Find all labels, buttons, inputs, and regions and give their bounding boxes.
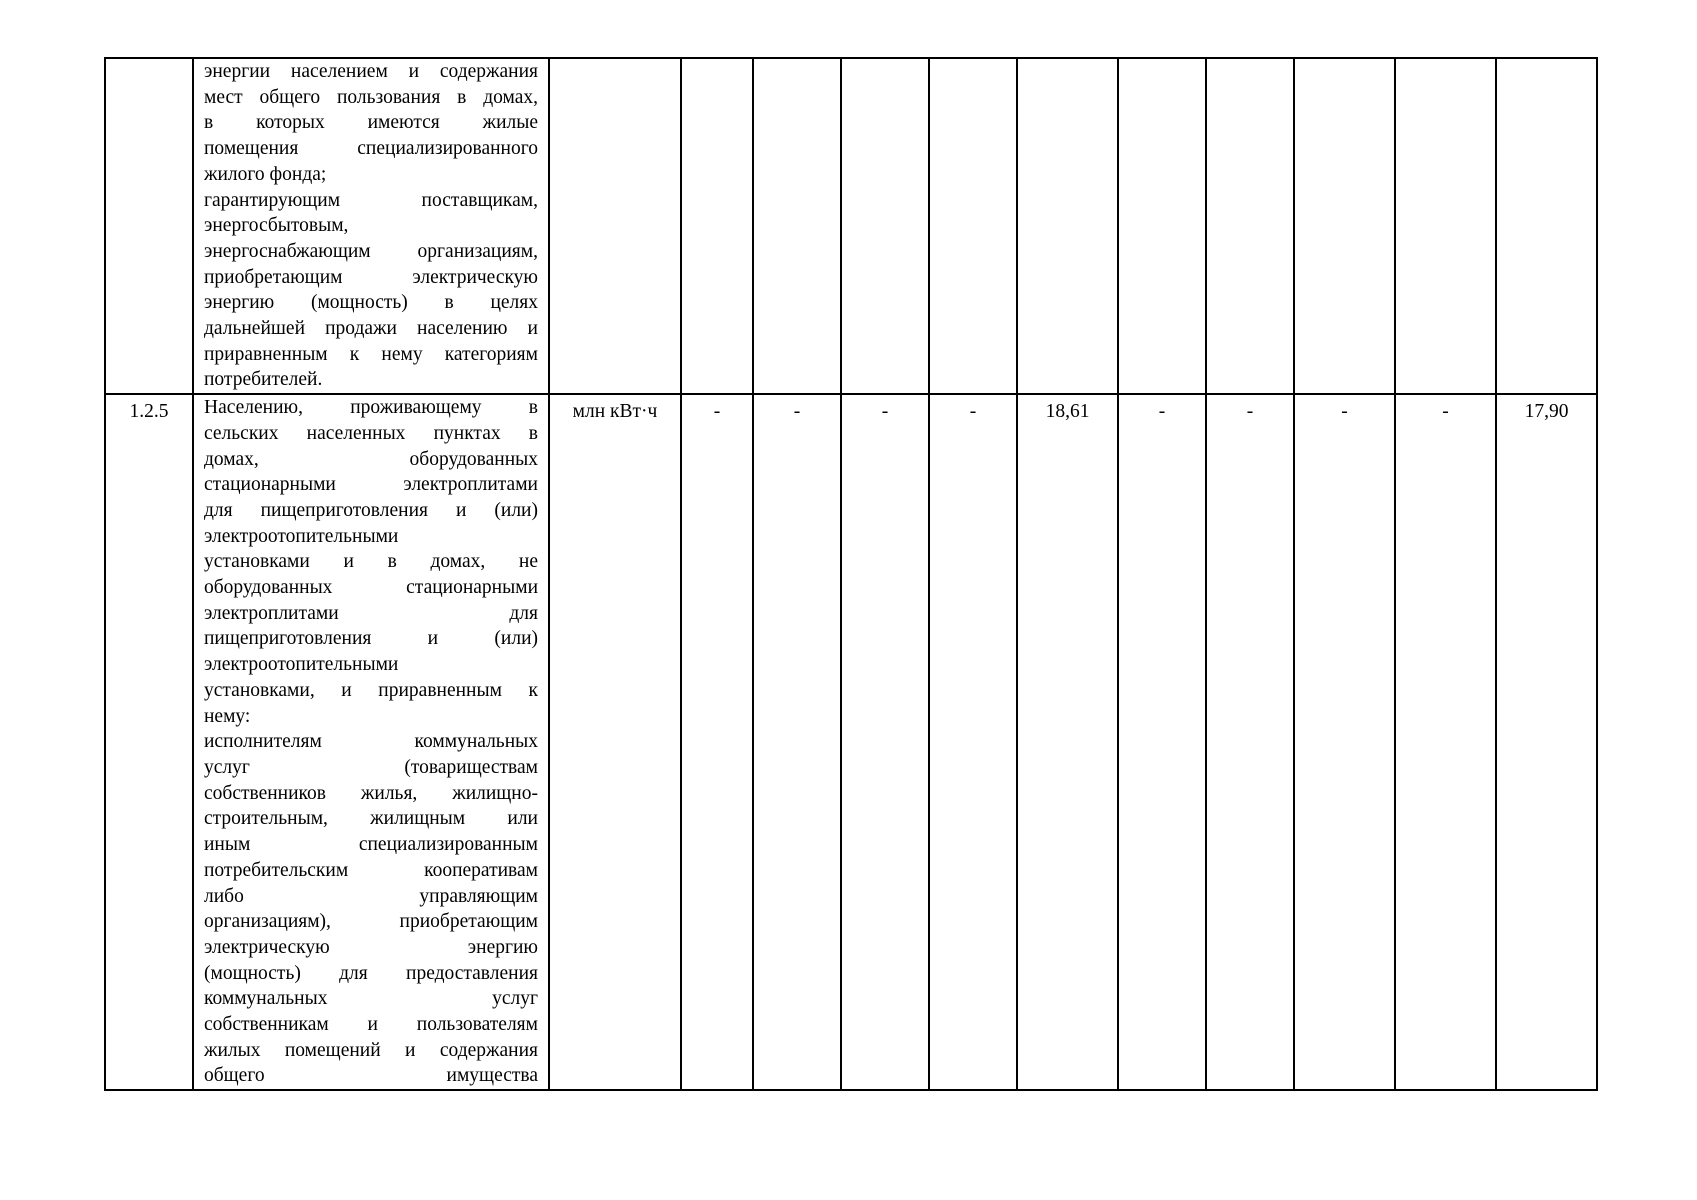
description-line: потребительским кооперативам bbox=[204, 859, 538, 881]
value-cell bbox=[1118, 58, 1206, 394]
value-cell: 18,61 bbox=[1017, 394, 1118, 1090]
description-line: иным специализированным bbox=[204, 834, 538, 856]
value-cell bbox=[1294, 58, 1395, 394]
description-line: домах, оборудованных bbox=[204, 448, 538, 470]
description-line: либо управляющим bbox=[204, 885, 538, 907]
value-cell: - bbox=[929, 394, 1017, 1090]
description-line: установками и в домах, не bbox=[204, 551, 538, 573]
description-line: жилых помещений и содержания bbox=[204, 1039, 538, 1061]
description-line: собственникам и пользователям bbox=[204, 1014, 538, 1036]
description-line: приобретающим электрическую bbox=[204, 266, 538, 288]
description-line: Населению, проживающему в bbox=[204, 397, 538, 419]
description-line: нему: bbox=[204, 705, 251, 727]
value-cell bbox=[929, 58, 1017, 394]
row-description-text bbox=[204, 395, 538, 1089]
value-cell: - bbox=[753, 394, 841, 1090]
description-line: гарантирующим поставщикам, bbox=[204, 189, 538, 211]
description-line: стационарными электроплитами bbox=[204, 474, 538, 496]
description-line: электрическую энергию bbox=[204, 936, 538, 958]
description-line: электроотопительными bbox=[204, 525, 399, 547]
description-line: строительным, жилищным или bbox=[204, 808, 538, 830]
description-line: оборудованных стационарными bbox=[204, 577, 538, 599]
value-cell bbox=[1206, 58, 1294, 394]
description-line: (мощность) для предоставления bbox=[204, 962, 538, 984]
description-line: энергии населением и содержания bbox=[204, 61, 538, 82]
value-cell: - bbox=[841, 394, 929, 1090]
description-line: энергоснабжающим организациям, bbox=[204, 240, 538, 262]
value-cell: - bbox=[1294, 394, 1395, 1090]
description-line: услуг (товариществам bbox=[204, 756, 538, 778]
row-description-cell bbox=[193, 394, 549, 1090]
description-line: сельских населенных пунктах в bbox=[204, 422, 538, 444]
description-line: энергию (мощность) в целях bbox=[204, 292, 538, 314]
unit-cell bbox=[549, 58, 681, 394]
description-line: исполнителям коммунальных bbox=[204, 731, 538, 753]
value-cell: - bbox=[681, 394, 753, 1090]
value-cell: - bbox=[1395, 394, 1496, 1090]
table-row bbox=[105, 394, 1597, 1090]
description-line: пищеприготовления и (или) bbox=[204, 628, 538, 650]
value-cell bbox=[1395, 58, 1496, 394]
value-cell bbox=[1017, 58, 1118, 394]
description-line: установками, и приравненным к bbox=[204, 679, 538, 701]
description-line: электроотопительными bbox=[204, 654, 399, 676]
row-description-cell bbox=[193, 58, 549, 394]
value-cell bbox=[1496, 58, 1597, 394]
description-line: электроплитами для bbox=[204, 602, 538, 624]
value-cell: - bbox=[1118, 394, 1206, 1090]
row-number-cell bbox=[105, 58, 193, 394]
description-line: коммунальных услуг bbox=[204, 988, 538, 1010]
description-line: для пищеприготовления и (или) bbox=[204, 499, 538, 521]
description-line: приравненным к нему категориям bbox=[204, 343, 538, 365]
value-cell: 17,90 bbox=[1496, 394, 1597, 1090]
description-line: энергосбытовым, bbox=[204, 215, 349, 237]
tariff-table bbox=[104, 57, 1598, 1091]
table-row bbox=[105, 58, 1597, 394]
description-line: собственников жилья, жилищно- bbox=[204, 782, 538, 804]
value-cell bbox=[753, 58, 841, 394]
description-line: организациям), приобретающим bbox=[204, 911, 538, 933]
unit-cell: млн кВт·ч bbox=[549, 394, 681, 1090]
value-cell: - bbox=[1206, 394, 1294, 1090]
description-line: помещения специализированного bbox=[204, 138, 538, 160]
row-number-cell: 1.2.5 bbox=[105, 394, 193, 1090]
description-line: дальнейшей продажи населению и bbox=[204, 318, 538, 340]
description-line: мест общего пользования в домах, bbox=[204, 86, 538, 108]
row-description-text bbox=[204, 59, 538, 393]
value-cell bbox=[681, 58, 753, 394]
value-cell bbox=[841, 58, 929, 394]
description-line: в которых имеются жилые bbox=[204, 112, 538, 134]
description-line: потребителей. bbox=[204, 369, 323, 391]
description-line: общего имущества bbox=[204, 1065, 538, 1087]
description-line: жилого фонда; bbox=[204, 163, 327, 185]
